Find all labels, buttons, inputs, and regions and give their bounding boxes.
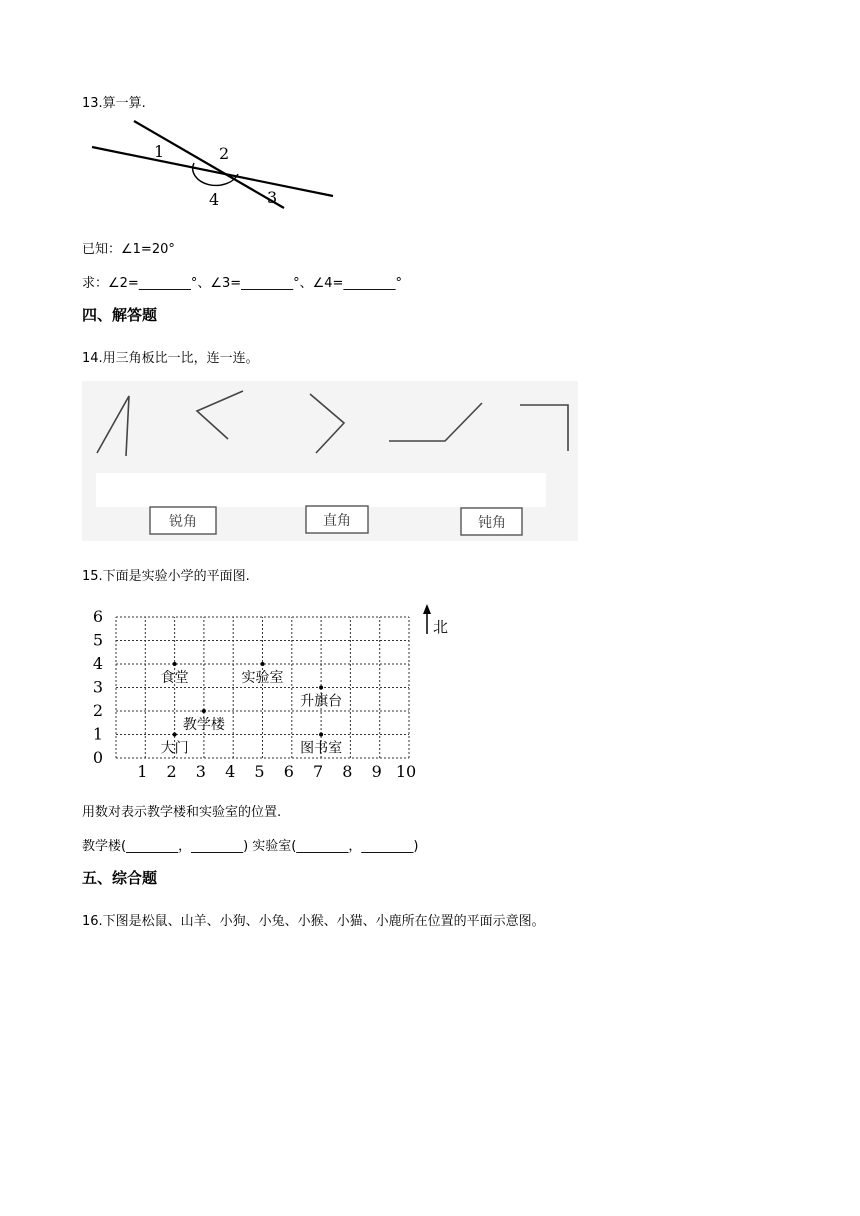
angle-label-1: 1 xyxy=(154,142,165,161)
place-dot xyxy=(261,662,265,666)
y-tick-label: 3 xyxy=(92,677,104,697)
place-dot xyxy=(319,686,323,690)
place-label: 食堂 xyxy=(160,670,189,686)
x-tick-label: 8 xyxy=(342,762,353,781)
angle-diagram xyxy=(88,116,338,211)
place-label: 实验室 xyxy=(241,670,284,686)
x-tick-label: 9 xyxy=(371,762,382,781)
section5-heading: 五、综合题 xyxy=(82,869,158,887)
angle-label-4: 4 xyxy=(209,190,220,209)
angle-matching-figure xyxy=(82,381,578,541)
section4-heading: 四、解答题 xyxy=(82,306,158,324)
place-dot xyxy=(319,733,323,737)
x-tick-label: 5 xyxy=(254,762,265,781)
y-tick-label: 4 xyxy=(92,654,104,673)
place-dot xyxy=(173,733,177,737)
x-tick-label: 2 xyxy=(166,762,177,781)
y-tick-label: 6 xyxy=(92,607,104,626)
x-tick-label: 1 xyxy=(137,762,148,781)
school-grid-map xyxy=(82,600,462,785)
box-obtuse-label: 钝角 xyxy=(478,515,506,531)
x-tick-label: 7 xyxy=(313,762,324,781)
north-label: 北 xyxy=(433,618,449,636)
q13-given: 已知：∠1=20° xyxy=(82,242,175,257)
place-label: 图书室 xyxy=(300,740,343,757)
box-acute-label: 锐角 xyxy=(169,514,197,530)
y-tick-label: 5 xyxy=(92,630,104,650)
x-tick-label: 3 xyxy=(195,762,206,781)
q15-instruction: 用数对表示教学楼和实验室的位置. xyxy=(82,805,282,820)
place-label: 教学楼 xyxy=(182,717,225,733)
angle-label-2: 2 xyxy=(219,144,230,163)
place-label: 大门 xyxy=(160,740,189,757)
y-tick-label: 0 xyxy=(92,748,104,767)
line-a xyxy=(92,147,333,196)
q15-answer-line: 教学楼(________，________) 实验室(________，________) xyxy=(82,839,419,854)
y-tick-label: 2 xyxy=(92,701,104,720)
q13-ask: 求：∠2=________°、∠3=________°、∠4=________° xyxy=(82,276,402,291)
q16-title: 16.下图是松鼠、山羊、小狗、小兔、小猴、小猫、小鹿所在位置的平面示意图。 xyxy=(82,914,545,929)
place-dot xyxy=(202,709,206,713)
box-right-label: 直角 xyxy=(323,513,351,529)
angle-label-3: 3 xyxy=(267,188,278,207)
y-tick-label: 1 xyxy=(92,724,104,744)
q13-title: 13.算一算. xyxy=(82,96,146,111)
place-dot xyxy=(173,662,177,666)
q14-title: 14.用三角板比一比，连一连。 xyxy=(82,351,259,366)
q15-title: 15.下面是实验小学的平面图. xyxy=(82,569,250,584)
north-arrow-head-icon xyxy=(423,604,431,614)
place-label: 升旗台 xyxy=(300,693,343,710)
x-tick-label: 10 xyxy=(395,762,417,781)
x-tick-label: 4 xyxy=(225,762,236,781)
x-tick-label: 6 xyxy=(283,762,294,781)
